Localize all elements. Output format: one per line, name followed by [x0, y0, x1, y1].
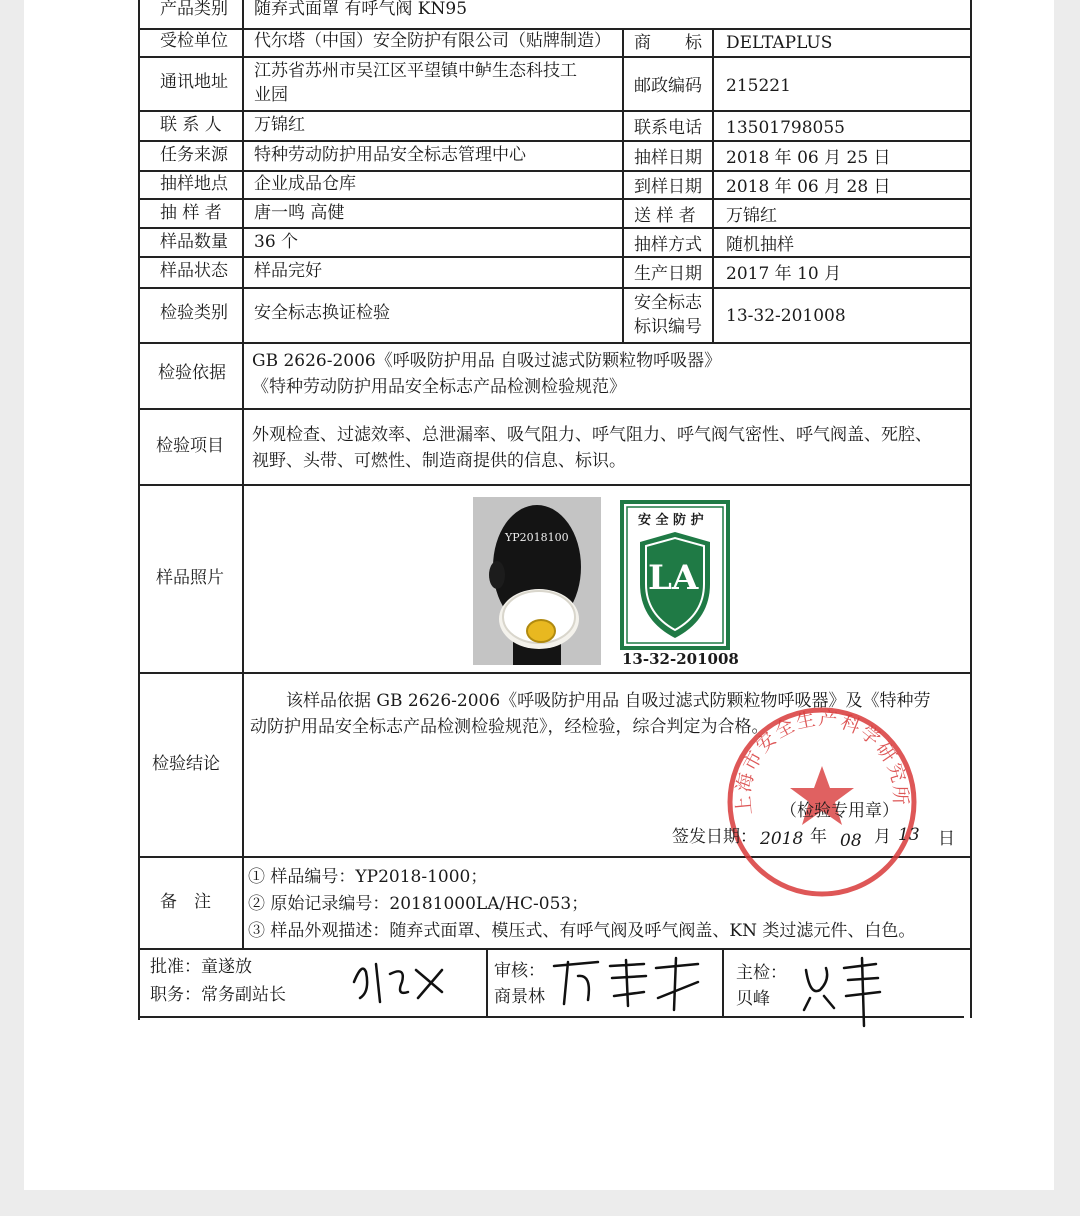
label-inspection-items: 检验项目 [156, 436, 224, 456]
label-phone: 联系电话 [634, 118, 702, 138]
value-phone: 13501798055 [726, 118, 845, 138]
reviewer-signature [548, 952, 708, 1014]
remark-3: ③ 样品外观描述：随弃式面罩、模压式、有呼气阀及呼气阀盖、KN 类过滤元件、白色。 [248, 921, 916, 941]
issue-month-handwritten: 08 [840, 831, 862, 851]
logo-letters: LA [648, 558, 699, 598]
label-inspected-unit: 受检单位 [160, 31, 228, 51]
value-inspection-type: 安全标志换证检验 [254, 303, 390, 323]
value-production-date: 2017 年 10 月 [726, 264, 842, 284]
approver-signature [346, 952, 456, 1012]
label-postcode: 邮政编码 [634, 76, 702, 96]
reviewer-name: 商景林 [494, 987, 545, 1007]
label-remarks: 备 注 [160, 892, 211, 912]
value-address-line2: 业园 [254, 85, 288, 105]
value-postcode: 215221 [726, 76, 791, 96]
value-sample-state: 样品完好 [254, 261, 322, 281]
issue-day-unit: 日 [938, 829, 955, 849]
label-task-source: 任务来源 [160, 145, 228, 165]
approver-title: 职务：常务副站长 [150, 985, 286, 1005]
items-line1: 外观检查、过滤效率、总泄漏率、吸气阻力、呼气阻力、呼气阀气密性、呼气阀盖、死腔、 [252, 425, 932, 445]
approver-label: 批准：童遂放 [150, 957, 252, 977]
issue-day-handwritten: 13 [898, 825, 920, 845]
logo-top-text: 安 全 防 护 [638, 513, 704, 528]
chief-inspector-signature [796, 950, 886, 1030]
label-safety-mark-line2: 标识编号 [634, 317, 702, 337]
label-sampler: 抽 样 者 [160, 203, 222, 223]
value-contact: 万锦红 [254, 115, 305, 135]
value-safety-mark-no: 13-32-201008 [726, 306, 846, 326]
value-task-source: 特种劳动防护用品安全标志管理中心 [254, 145, 526, 165]
reviewer-label: 审核： [494, 961, 545, 981]
label-arrival-date: 到样日期 [634, 177, 702, 197]
label-sampling-place: 抽样地点 [160, 174, 228, 194]
label-sender: 送 样 者 [634, 206, 696, 226]
label-safety-mark-line1: 安全标志 [634, 293, 702, 313]
label-product-category: 产品类别 [160, 0, 228, 19]
sample-photo [473, 497, 601, 665]
conclusion-line2: 动防护用品安全标志产品检测检验规范》，经检验，综合判定为合格。 [250, 717, 769, 737]
label-sample-photo: 样品照片 [156, 568, 224, 588]
label-inspection-type: 检验类别 [160, 303, 228, 323]
value-trademark: DELTAPLUS [726, 33, 833, 53]
label-production-date: 生产日期 [634, 264, 702, 284]
seal-ring-text: 上海市安全生产科学研究所 [732, 707, 912, 816]
value-sampling-place: 企业成品仓库 [254, 174, 356, 194]
value-quantity: 36 个 [254, 232, 299, 252]
label-contact: 联 系 人 [160, 115, 222, 135]
label-trademark: 商 标 [634, 33, 702, 53]
label-sampling-date: 抽样日期 [634, 148, 702, 168]
mannequin-mask-image [473, 497, 601, 665]
issue-year-unit: 年 [810, 827, 827, 847]
value-sampling-method: 随机抽样 [726, 235, 794, 255]
mannequin-tag: YP2018100 [505, 531, 569, 544]
label-sample-state: 样品状态 [160, 261, 228, 281]
remark-2: ② 原始记录编号：20181000LA/HC-053； [248, 894, 589, 914]
label-conclusion: 检验结论 [152, 754, 220, 774]
issue-date-label: 签发日期： [672, 827, 757, 847]
label-inspection-basis: 检验依据 [158, 363, 226, 383]
value-sampling-date: 2018 年 06 月 25 日 [726, 148, 891, 168]
logo-number: 13-32-201008 [622, 650, 739, 668]
chief-inspector-label: 主检： [736, 963, 787, 983]
value-arrival-date: 2018 年 06 月 28 日 [726, 177, 891, 197]
remark-1: ① 样品编号：YP2018-1000； [248, 867, 488, 887]
value-product-category: 随弃式面罩 有呼气阀 KN95 [254, 0, 468, 19]
label-sampling-method: 抽样方式 [634, 235, 702, 255]
value-sender: 万锦红 [726, 206, 777, 226]
issue-year-handwritten: 2018 [760, 829, 804, 849]
basis-line2: 《特种劳动防护用品安全标志产品检测检验规范》 [252, 377, 626, 397]
conclusion-line1: 该样品依据 GB 2626-2006《呼吸防护用品 自吸过滤式防颗粒物呼吸器》及《特种劳 [286, 691, 931, 711]
value-inspected-unit: 代尔塔（中国）安全防护有限公司（贴牌制造） [254, 31, 611, 51]
chief-inspector-name: 贝峰 [736, 989, 770, 1009]
items-line2: 视野、头带、可燃性、制造商提供的信息、标识。 [252, 451, 626, 471]
basis-line1: GB 2626-2006《呼吸防护用品 自吸过滤式防颗粒物呼吸器》 [252, 351, 722, 371]
seal-note: （检验专用章） [780, 801, 899, 821]
label-quantity: 样品数量 [160, 232, 228, 252]
safety-mark-logo [620, 500, 739, 670]
value-address-line1: 江苏省苏州市吴江区平望镇中鲈生态科技工 [254, 61, 577, 81]
value-sampler: 唐一鸣 高健 [254, 203, 345, 223]
label-address: 通讯地址 [160, 72, 228, 92]
issue-month-unit: 月 [874, 827, 891, 847]
